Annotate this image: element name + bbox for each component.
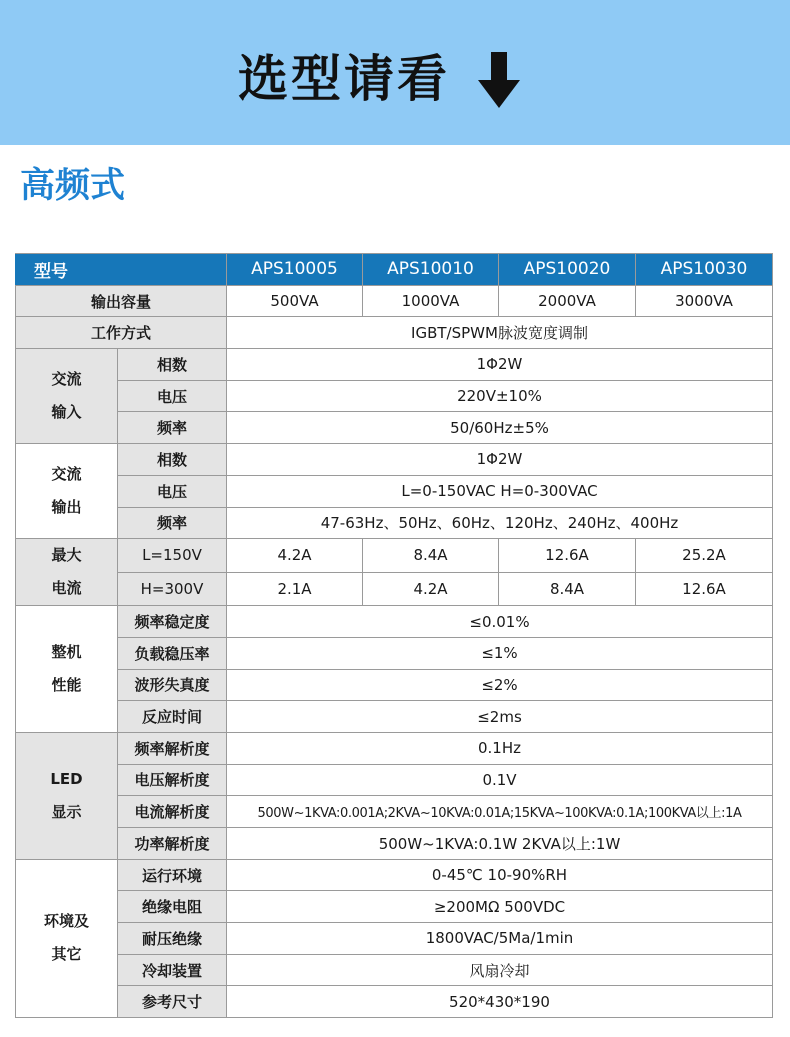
header-model: APS10010 <box>363 254 499 286</box>
cell-value: 0.1V <box>227 764 773 796</box>
row-label: L=150V <box>118 539 227 573</box>
row-label: 频率 <box>118 412 227 444</box>
table-header-row <box>16 254 773 286</box>
row-label: 输出容量 <box>16 285 227 317</box>
cell-value: 0.1Hz <box>227 732 773 764</box>
cell-value: ≤2% <box>227 669 773 701</box>
group-label: 整机 性能 <box>16 606 118 733</box>
table-row <box>16 859 773 891</box>
table-row <box>16 606 773 638</box>
row-label: 相数 <box>118 444 227 476</box>
cell-value: 47-63Hz、50Hz、60Hz、120Hz、240Hz、400Hz <box>227 507 773 539</box>
table-row <box>16 986 773 1018</box>
cell-value: 8.4A <box>363 539 499 573</box>
cell-value: 50/60Hz±5% <box>227 412 773 444</box>
table-row <box>16 444 773 476</box>
row-label: 频率 <box>118 507 227 539</box>
row-label: 频率解析度 <box>118 732 227 764</box>
cell-value: 520*430*190 <box>227 986 773 1018</box>
banner <box>0 0 790 145</box>
row-label: 负载稳压率 <box>118 637 227 669</box>
section-title: 高频式 <box>20 166 126 206</box>
cell-value: IGBT/SPWM脉波宽度调制 <box>227 317 773 349</box>
row-label: 电流解析度 <box>118 796 227 828</box>
cell-value: 25.2A <box>636 539 773 573</box>
table-row <box>16 637 773 669</box>
cell-value: 500VA <box>227 285 363 317</box>
cell-value: 3000VA <box>636 285 773 317</box>
group-label: 环境及 其它 <box>16 859 118 1017</box>
table-row <box>16 412 773 444</box>
cell-value: 8.4A <box>499 572 636 606</box>
group-label: LED 显示 <box>16 732 118 859</box>
spec-table <box>15 253 773 1018</box>
table-row <box>16 572 773 606</box>
cell-value: ≤0.01% <box>227 606 773 638</box>
row-label: 工作方式 <box>16 317 227 349</box>
cell-value: 500W~1KVA:0.1W 2KVA以上:1W <box>227 828 773 860</box>
cell-value: 1Φ2W <box>227 444 773 476</box>
cell-value: 1800VAC/5Ma/1min <box>227 923 773 955</box>
row-label: 波形失真度 <box>118 669 227 701</box>
table-row <box>16 828 773 860</box>
table-row <box>16 285 773 317</box>
banner-title: 选型请看 <box>238 50 450 108</box>
row-label: 功率解析度 <box>118 828 227 860</box>
cell-value: 风扇冷却 <box>227 954 773 986</box>
row-label: 冷却装置 <box>118 954 227 986</box>
header-model: APS10020 <box>499 254 636 286</box>
row-label: 耐压绝缘 <box>118 923 227 955</box>
row-label: 电压 <box>118 380 227 412</box>
table-row <box>16 349 773 381</box>
row-label: 运行环境 <box>118 859 227 891</box>
cell-value: 0-45℃ 10-90%RH <box>227 859 773 891</box>
table-row <box>16 317 773 349</box>
table-row <box>16 796 773 828</box>
cell-value: 2000VA <box>499 285 636 317</box>
header-model-label: 型号 <box>16 254 227 286</box>
cell-value: 500W~1KVA:0.001A;2KVA~10KVA:0.01A;15KVA~100KVA:0.1A;100KVA以上:1A <box>227 796 773 828</box>
table-row <box>16 539 773 573</box>
table-row <box>16 701 773 733</box>
cell-value: ≤2ms <box>227 701 773 733</box>
table-row <box>16 923 773 955</box>
table-row <box>16 954 773 986</box>
table-row <box>16 764 773 796</box>
group-label: 最大 电流 <box>16 539 118 606</box>
row-label: 绝缘电阻 <box>118 891 227 923</box>
cell-value: 12.6A <box>636 572 773 606</box>
cell-value: 1Φ2W <box>227 349 773 381</box>
header-model: APS10005 <box>227 254 363 286</box>
table-row <box>16 669 773 701</box>
cell-value: ≤1% <box>227 637 773 669</box>
row-label: 相数 <box>118 349 227 381</box>
header-model: APS10030 <box>636 254 773 286</box>
cell-value: 2.1A <box>227 572 363 606</box>
cell-value: 12.6A <box>499 539 636 573</box>
arrow-down-icon <box>476 52 522 108</box>
cell-value: 1000VA <box>363 285 499 317</box>
row-label: H=300V <box>118 572 227 606</box>
row-label: 参考尺寸 <box>118 986 227 1018</box>
row-label: 反应时间 <box>118 701 227 733</box>
row-label: 频率稳定度 <box>118 606 227 638</box>
group-label: 交流 输入 <box>16 349 118 444</box>
table-row <box>16 380 773 412</box>
cell-value: 220V±10% <box>227 380 773 412</box>
table-row <box>16 507 773 539</box>
row-label: 电压解析度 <box>118 764 227 796</box>
row-label: 电压 <box>118 475 227 507</box>
cell-value: 4.2A <box>227 539 363 573</box>
cell-value: 4.2A <box>363 572 499 606</box>
cell-value: ≥200MΩ 500VDC <box>227 891 773 923</box>
cell-value: L=0-150VAC H=0-300VAC <box>227 475 773 507</box>
table-row <box>16 475 773 507</box>
group-label: 交流 输出 <box>16 444 118 539</box>
table-row <box>16 732 773 764</box>
table-row <box>16 891 773 923</box>
